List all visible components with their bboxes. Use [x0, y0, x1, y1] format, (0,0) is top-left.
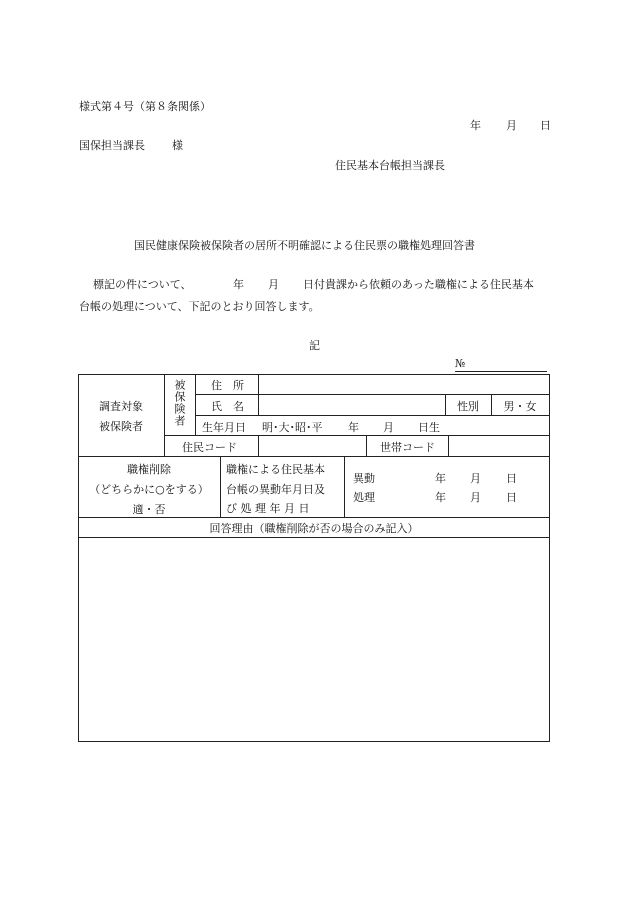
birth-year: 年: [348, 421, 359, 434]
header-date-month: 月: [506, 119, 517, 132]
col-line-deletion: [220, 456, 221, 517]
sender: 住民基本台帳担当課長: [335, 159, 445, 172]
change-label-2: 台帳の異動年月日及: [226, 483, 325, 496]
idou-day: 日: [506, 472, 517, 485]
gender-label: 性別: [457, 400, 479, 413]
body-month: 月: [268, 278, 279, 291]
shori-month: 月: [470, 491, 481, 504]
gender-value: 男・女: [503, 400, 537, 413]
subject-label-1: 調査対象: [99, 400, 143, 413]
deletion-choice: 適・否: [132, 503, 166, 516]
col-line-subject: [164, 374, 165, 456]
subject-label-2: 被保険者: [99, 420, 143, 433]
shori-year: 年: [435, 491, 446, 504]
ki-label: 記: [309, 339, 320, 352]
header-date-day: 日: [540, 119, 551, 132]
no-underline: [455, 371, 547, 372]
col-line-label: [258, 374, 259, 415]
idou-label: 異動: [353, 472, 375, 485]
col-line-household-2: [448, 435, 449, 456]
idou-year: 年: [435, 472, 446, 485]
resident-code-label: 住民コード: [182, 441, 237, 454]
body-text-2: 台帳の処理について、下記のとおり回答します。: [79, 300, 320, 313]
table-bottom-border: [78, 741, 550, 742]
form-number: 様式第４号（第８条関係）: [79, 100, 211, 113]
address-label: 住 所: [211, 379, 244, 392]
body-text-1b: 日付貴課から依頼のあった職権による住民基本: [303, 278, 534, 291]
row-line-2: [195, 415, 549, 416]
birth-day: 日生: [418, 421, 440, 434]
col-line-insured: [195, 374, 196, 436]
honorific: 様: [172, 139, 183, 152]
row-line-1: [195, 394, 549, 395]
shori-day: 日: [506, 491, 517, 504]
household-code-label: 世帯コード: [380, 441, 435, 454]
reason-label: 回答理由（職権削除が否の場合のみ記入）: [209, 522, 419, 535]
addressee: 国保担当課長: [79, 139, 145, 152]
body-text-1a: 標記の件について、: [93, 278, 192, 291]
name-label: 氏 名: [211, 400, 244, 413]
birth-label: 生年月日: [202, 421, 246, 434]
row-line-3: [164, 435, 549, 436]
col-line-household-1: [366, 435, 367, 456]
col-line-resident-code: [258, 435, 259, 456]
table-right-border: [549, 374, 550, 742]
shori-label: 処理: [353, 491, 375, 504]
change-label-3: び 処 理 年 月 日: [226, 502, 310, 515]
deletion-label-1: 職権削除: [127, 463, 171, 476]
row-line-5: [78, 517, 550, 518]
col-line-change: [344, 456, 345, 517]
document-title: 国民健康保険被保険者の居所不明確認による住民票の職権処理回答書: [134, 239, 475, 252]
idou-month: 月: [470, 472, 481, 485]
birth-month: 月: [383, 421, 394, 434]
table-top-border: [78, 374, 550, 375]
change-label-1: 職権による住民基本: [226, 463, 325, 476]
deletion-label-2: （どちらかに○をする）: [89, 483, 209, 496]
header-date-year: 年: [470, 119, 481, 132]
row-line-6: [78, 537, 550, 538]
row-line-4: [78, 456, 550, 457]
no-label: №: [455, 357, 466, 370]
body-year: 年: [233, 278, 244, 291]
insured-vertical-label: 被保険者: [173, 379, 186, 427]
birth-era: 明･大･昭･平: [262, 421, 323, 434]
